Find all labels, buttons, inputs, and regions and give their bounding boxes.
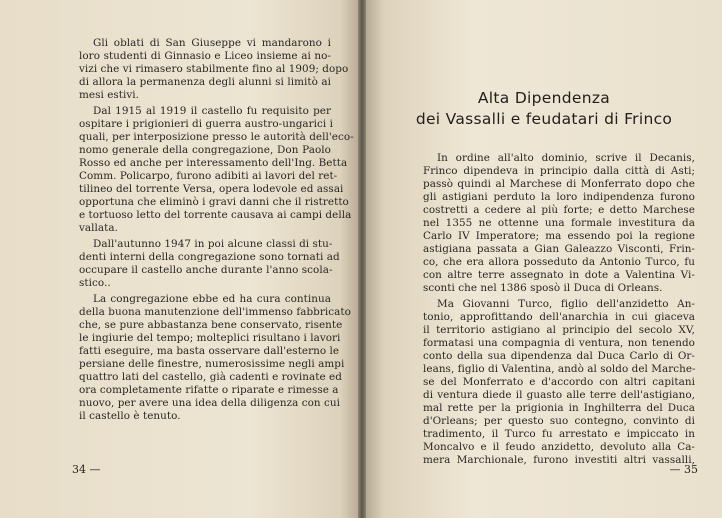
text-line: e tortuoso letto del torrente causava ai campi della [79, 209, 352, 221]
text-line: le ingiurie del tempo; molteplici risultano i lavori [79, 332, 341, 344]
text-line: sconti che nel 1386 sposò il Duca di Orleans. [423, 282, 663, 294]
text-line: Ma Giovanni Turco, figlio dell'anzidetto An- [437, 298, 695, 310]
text-line: Dal 1915 al 1919 il castello fu requisito per [93, 105, 331, 117]
chapter-title-line-2: dei Vassalli e feudatari di Frinco [415, 110, 673, 128]
text-line: astigiana passata a Gian Galeazzo Visconti, Frin- [423, 243, 695, 255]
text-line: della buona manutenzione dell'immenso fabbricato [79, 306, 351, 318]
right-page [366, 0, 722, 518]
text-line: conto della sua dipendenza dal Duca Carlo di Or- [423, 350, 695, 362]
text-line: ospitare i prigionieri di guerra austro-ungarici i [79, 118, 334, 130]
paragraph [423, 152, 695, 295]
text-line: opportuna che eliminò i gravi danni che il ristretto [79, 196, 349, 208]
left-page [0, 0, 358, 518]
text-line: con altre terre assegnato in dote a Valentina Vi- [423, 269, 695, 281]
text-line: Carlo IV Imperatore; ma essendo poi la regione [423, 230, 695, 242]
text-line: quattro lati del castello, già cadenti e rovinate ed [79, 371, 342, 383]
text-line: il territorio astigiano al principio del secolo XV, [423, 324, 695, 336]
text-line: nuovo, per avere una idea della diligenza con cui [79, 397, 340, 409]
text-line: gli astigiani perduto la loro indipendenza furono [423, 191, 695, 203]
text-line: di allora la permanenza degli alunni si limitò ai [79, 76, 331, 88]
text-line: fatti eseguire, ma basta osservare dall'esterno le [79, 345, 340, 357]
text-line: Rosso ed anche per interessamento dell'Ing. Betta [79, 157, 348, 169]
text-line: mera Marchionale, furono investiti altri vassalli, [423, 454, 695, 466]
text-line: Frinco dipendeva in principio dalla città di Asti; [423, 165, 695, 177]
text-line: persiane delle finestre, numerosissime negli ampi [79, 358, 345, 370]
text-line: nomo generale della congregazione, Don Paolo [79, 144, 331, 156]
right-page-number: — 35 [669, 463, 698, 476]
text-line: vallata. [79, 222, 118, 234]
text-line: ora completamente rifatte o riparate e rimesse a [79, 384, 339, 396]
paragraph [79, 293, 351, 423]
text-line: mal rette per la prigionia in Inghilterra del Duca [423, 402, 695, 414]
text-line: tonio, approfittando dell'anarchia in cui giaceva [423, 311, 695, 323]
text-line: che, se pure abbastanza bene conservato, risente [79, 319, 343, 331]
text-line: tilineo del torrente Versa, opera lodevole ed assai [79, 183, 344, 195]
text-line: denti interni della congregazione sono tornati ad [79, 251, 340, 263]
text-line: formatasi una compagnia di ventura, non tenendo [423, 337, 695, 349]
text-line: Comm. Policarpo, furono adibiti ai lavori del ret- [79, 170, 338, 182]
paragraph [79, 238, 340, 290]
text-line: mesi estivi. [79, 89, 140, 101]
left-page-body [79, 37, 354, 423]
text-line: vizi che vi rimasero stabilmente fino al 1909; dopo [79, 63, 349, 75]
text-line: nel 1355 ne ottenne una formale investitura da [423, 217, 695, 229]
left-page-number: 34 — [72, 463, 101, 476]
text-line: costretti a cedere al più forte; e detto Marchese [423, 204, 695, 216]
text-line: Gli oblati di San Giuseppe vi mandarono i [93, 37, 331, 49]
text-line: stico.. [79, 277, 111, 289]
text-line: tradimento, il Turco fu arrestato e impiccato in [423, 428, 695, 440]
paragraph [423, 298, 695, 467]
text-line: passò quindi al Marchese di Monferrato dopo che [423, 178, 695, 190]
text-line: occupare il castello anche durante l'anno scola- [79, 264, 333, 276]
text-line: In ordine all'alto dominio, scrive il Decanis, [437, 152, 695, 164]
text-line: leans, figlio di Valentina, andò al soldo del Marche- [423, 363, 696, 375]
paragraph [79, 37, 349, 102]
text-line: co, che era allora posseduto da Antonio Turco, fu [423, 256, 695, 268]
paragraph [79, 105, 354, 235]
text-line: La congregazione ebbe ed ha cura continua [93, 293, 331, 305]
text-line: quali, per interposizione presso le autorità dell'eco- [79, 131, 354, 143]
text-line: loro studenti di Ginnasio e Liceo insieme ai no- [79, 50, 331, 62]
text-line: Moncalvo e il feudo anzidetto, devoluto alla Ca- [423, 441, 695, 453]
chapter-title-line-1: Alta Dipendenza [477, 89, 611, 107]
text-line: Dall'autunno 1947 in poi alcune classi di stu- [93, 238, 333, 250]
right-page-body [423, 152, 695, 467]
book-gutter [358, 0, 366, 518]
text-line: di ventura diede il guasto alle terre dell'astigiano, [423, 389, 695, 401]
text-line: se del Monferrato e d'accordo con altri capitani [423, 376, 695, 388]
text-line: il castello è tenuto. [79, 410, 181, 422]
text-line: d'Orleans; per questo suo contegno, convinto di [423, 415, 695, 427]
